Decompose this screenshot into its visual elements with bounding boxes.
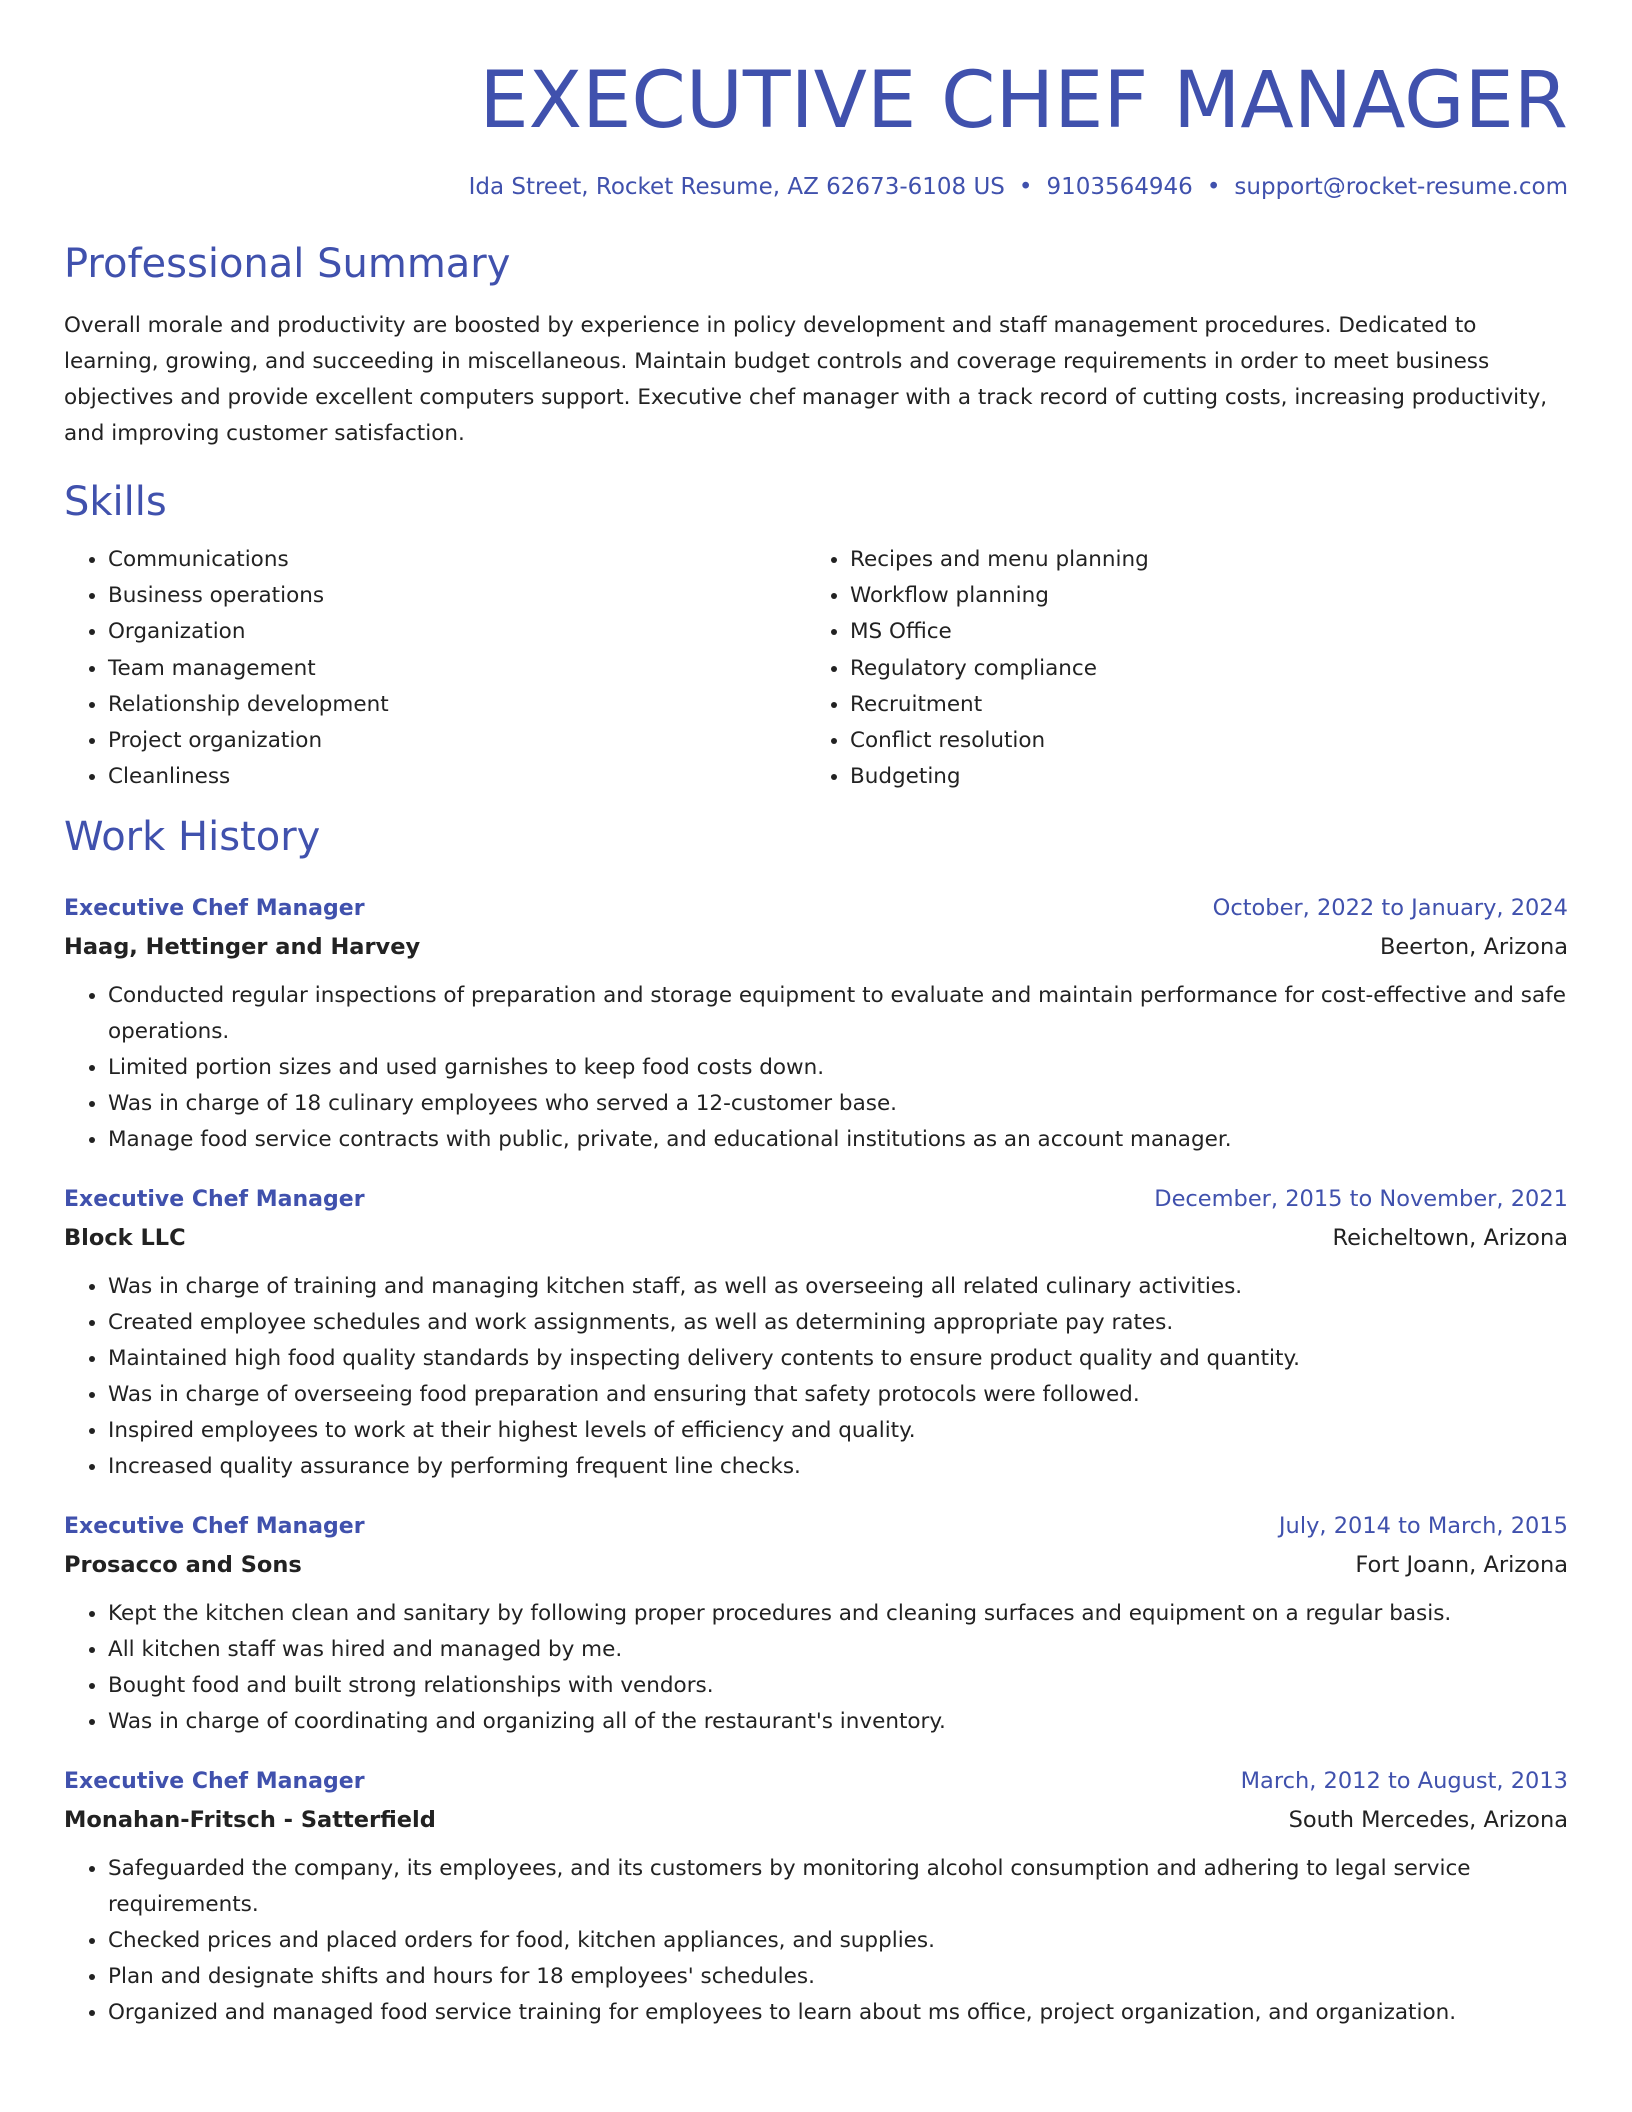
skills-column-right <box>806 542 1548 795</box>
job-company: Block LLC <box>64 1225 186 1252</box>
contact-address: Ida Street, Rocket Resume, AZ 62673-6108 US <box>468 174 1005 200</box>
skill-item: • MS Office <box>850 614 1548 650</box>
skill-item: • Conflict resolution <box>850 723 1548 759</box>
summary-heading: Professional Summary <box>64 241 511 287</box>
job-role: Executive Chef Manager <box>64 1514 365 1540</box>
job-bullet: • Was in charge of 18 culinary employees who served a 12-customer base. <box>108 1086 1568 1122</box>
job-location: Beerton, Arizona <box>1379 934 1568 961</box>
job-dates: December, 2015 to November, 2021 <box>1154 1186 1568 1213</box>
resume-name: EXECUTIVE CHEF MANAGER <box>479 56 1568 146</box>
job-bullets <box>64 978 1568 1158</box>
job-bullet: • Kept the kitchen clean and sanitary by following proper procedures and cleaning surfaces and equipment on a regular basis. <box>108 1596 1568 1632</box>
work-history-list <box>64 889 1568 2031</box>
skill-item: • Project organization <box>108 723 806 759</box>
job-bullets <box>64 1851 1568 2031</box>
job-bullet: • Increased quality assurance by performing frequent line checks. <box>108 1449 1568 1485</box>
contact-line <box>64 176 1568 199</box>
job-bullet: • Inspired employees to work at their highest levels of efficiency and quality. <box>108 1413 1568 1449</box>
skill-item: • Relationship development <box>108 687 806 723</box>
job-bullets <box>64 1269 1568 1485</box>
skill-item: • Communications <box>108 542 806 578</box>
job-bullet: • Limited portion sizes and used garnishes to keep food costs down. <box>108 1050 1568 1086</box>
job-location: Fort Joann, Arizona <box>1355 1552 1568 1579</box>
skill-item: • Recipes and menu planning <box>850 542 1548 578</box>
job-bullet: • Safeguarded the company, its employees, and its customers by monitoring alcohol consumption and adhering to legal service requirements. <box>108 1851 1568 1923</box>
job-bullet: • Organized and managed food service training for employees to learn about ms office, project organization, and organization. <box>108 1995 1568 2031</box>
job-bullet: • Maintained high food quality standards by inspecting delivery contents to ensure product quality and quantity. <box>108 1341 1568 1377</box>
job-company: Monahan-Fritsch - Satterfield <box>64 1807 436 1834</box>
skill-item: • Team management <box>108 651 806 687</box>
job-entry <box>64 889 1568 1158</box>
skills-heading: Skills <box>64 479 167 525</box>
job-entry <box>64 1180 1568 1485</box>
contact-separator: • <box>1206 174 1221 200</box>
job-role: Executive Chef Manager <box>64 1187 365 1213</box>
job-bullets <box>64 1596 1568 1740</box>
contact-phone: 9103564946 <box>1046 174 1193 200</box>
job-bullet: • Manage food service contracts with public, private, and educational institutions as an account manager. <box>108 1122 1568 1158</box>
summary-text: Overall morale and productivity are boosted by experience in policy development and staff management procedures. Dedicated to learning, growing, and succeeding in miscellaneous. Maintain budget controls and coverage requirements in order to meet business objectives and provide excellent computers support. Executive chef manager with a track record of cutting costs, increasing productivity, and improving customer satisfaction. <box>64 313 1548 446</box>
work-history-heading: Work History <box>64 814 321 861</box>
skills-column-left <box>64 542 806 795</box>
job-entry <box>64 1507 1568 1740</box>
job-bullet: • Plan and designate shifts and hours for 18 employees' schedules. <box>108 1959 1568 1995</box>
job-bullet: • Bought food and built strong relationships with vendors. <box>108 1668 1568 1704</box>
job-location: South Mercedes, Arizona <box>1288 1807 1568 1834</box>
job-role: Executive Chef Manager <box>64 1769 365 1795</box>
skill-item: • Recruitment <box>850 687 1548 723</box>
skill-item: • Cleanliness <box>108 759 806 795</box>
job-role: Executive Chef Manager <box>64 896 365 922</box>
skills-grid <box>64 542 1568 795</box>
job-bullet: • Created employee schedules and work assignments, as well as determining appropriate pay rates. <box>108 1305 1568 1341</box>
skill-item: • Budgeting <box>850 759 1548 795</box>
contact-email: support@rocket-resume.com <box>1234 174 1568 200</box>
skill-item: • Business operations <box>108 578 806 614</box>
job-bullet: • Conducted regular inspections of preparation and storage equipment to evaluate and maintain performance for cost-effective and safe operations. <box>108 978 1568 1050</box>
job-company: Haag, Hettinger and Harvey <box>64 934 421 961</box>
job-dates: October, 2022 to January, 2024 <box>1212 895 1568 922</box>
job-location: Reicheltown, Arizona <box>1332 1225 1568 1252</box>
job-bullet: • Checked prices and placed orders for food, kitchen appliances, and supplies. <box>108 1923 1568 1959</box>
job-bullet: • Was in charge of overseeing food preparation and ensuring that safety protocols were followed. <box>108 1377 1568 1413</box>
job-dates: March, 2012 to August, 2013 <box>1240 1768 1568 1795</box>
job-bullet: • All kitchen staff was hired and managed by me. <box>108 1632 1568 1668</box>
job-bullet: • Was in charge of training and managing kitchen staff, as well as overseeing all related culinary activities. <box>108 1269 1568 1305</box>
job-entry <box>64 1762 1568 2031</box>
contact-separator: • <box>1018 174 1033 200</box>
job-bullet: • Was in charge of coordinating and organizing all of the restaurant's inventory. <box>108 1704 1568 1740</box>
resume-page <box>64 0 1568 2031</box>
skill-item: • Organization <box>108 614 806 650</box>
skill-item: • Workflow planning <box>850 578 1548 614</box>
skill-item: • Regulatory compliance <box>850 651 1548 687</box>
job-dates: July, 2014 to March, 2015 <box>1278 1513 1568 1540</box>
job-company: Prosacco and Sons <box>64 1552 302 1579</box>
